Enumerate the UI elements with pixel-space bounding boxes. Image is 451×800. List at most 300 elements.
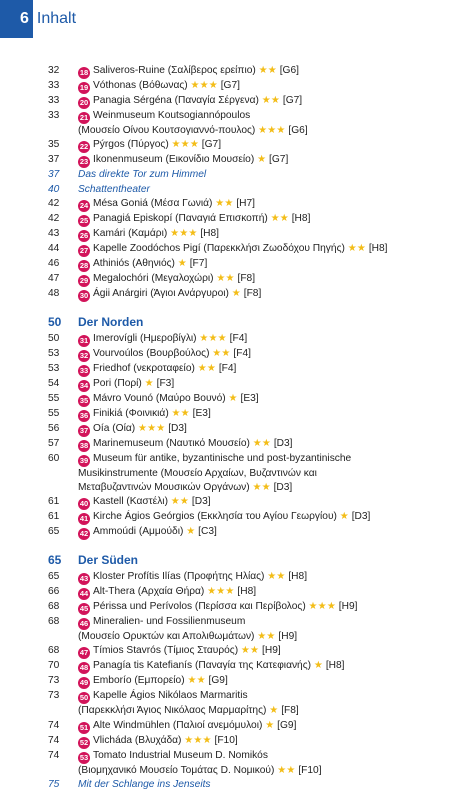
entry-text [78,242,448,257]
entry-name: Mésa Goniá (Μέσα Γωνιά) [93,198,213,210]
entry-name: Weinmuseum Koutsogiannópoulos [93,110,251,121]
map-grid-ref: [H9] [335,600,358,612]
map-grid-ref: [F4] [216,362,237,374]
page-ref: 74 [48,749,60,761]
entry-text [78,94,448,109]
page-ref: 48 [48,288,60,300]
page-ref: 54 [48,377,60,389]
toc-row[interactable] [48,749,448,764]
sight-number-badge: 27 [79,246,89,256]
entry-name: Das direkte Tor zum Himmel [78,169,207,181]
toc-row[interactable] [48,138,448,153]
toc-row[interactable] [48,109,448,124]
page-ref: 65 [48,526,60,538]
map-grid-ref: [F8] [234,273,256,285]
entry-name: Kirche Ágios Geórgios (Εκκλησία του Αγίου Γεωργίου) [93,511,337,523]
map-grid-ref: [H9] [275,630,298,642]
map-grid-ref: [F10] [295,764,322,776]
page-ref: 73 [48,675,60,687]
page-ref: 33 [48,95,60,106]
sight-number-badge: 23 [79,157,89,167]
entry-text [78,704,448,718]
entry-text [78,79,448,94]
sight-number-badge: 38 [79,440,89,450]
entry-text [78,168,448,182]
map-grid-ref: [H9] [259,645,281,657]
rating-stars: ★★★ [255,125,286,136]
page-ref [48,704,78,718]
entry-name: Kapelle Zoodóchos Pigí (Παρεκκλήσι Ζωοδόχου Πηγής) [93,243,345,255]
toc-row[interactable] [48,704,448,718]
entry-name: Friedhof (νεκροταφείο) [93,362,195,374]
page-ref: 44 [48,243,60,255]
entry-name: Ikonenmuseum (Εικονίδιο Μουσείο) [93,154,255,166]
entry-name: (Μουσείο Οίνου Κουτσογιαννό-πουλος) [78,125,256,136]
toc-row[interactable] [48,600,448,615]
toc-row[interactable] [48,734,448,749]
entry-text [78,552,448,569]
map-grid-ref: [G6] [276,65,299,76]
page-ref [48,481,78,495]
rating-stars: ★★ [255,65,277,76]
entry-name: Μεταβυζαντινών Μουσικών Οργάνων) [78,482,250,494]
sight-number-badge: 26 [79,231,89,241]
rating-stars: ★★ [168,407,190,419]
map-grid-ref: [D3] [270,482,293,494]
rating-stars: ★★ [212,198,234,210]
entry-text [78,749,448,764]
entry-text [78,689,448,704]
section-gap [48,540,448,552]
rating-stars: ★ [254,154,267,166]
page-ref: 66 [48,585,60,597]
sight-number-badge: 24 [79,201,89,211]
map-grid-ref: [G9] [205,675,228,687]
entry-name: Mit der Schlange ins Jenseits [78,779,211,791]
rating-stars: ★ [174,258,187,270]
entry-name: Marinemuseum (Ναυτικό Μουσείο) [93,437,250,449]
sight-number-badge: 50 [79,693,89,703]
map-grid-ref: [H7] [233,198,256,210]
map-grid-ref: [H8] [365,243,388,255]
toc-row[interactable] [48,615,448,630]
entry-text [78,197,448,212]
toc-row[interactable] [48,362,448,377]
toc-row[interactable] [48,510,448,525]
rating-stars: ★★★ [196,332,227,344]
toc-row[interactable] [48,674,448,689]
page-ref: 55 [48,392,60,404]
map-grid-ref: [H8] [234,585,257,597]
entry-text [78,481,448,495]
entry-name: Emborío (Εμπορείο) [93,675,185,687]
map-grid-ref: [H8] [197,228,220,240]
page-ref: 68 [48,615,60,627]
rating-stars: ★★ [264,570,286,582]
toc-row[interactable] [48,242,448,257]
entry-text [78,407,448,422]
entry-text [78,212,448,227]
sight-number-badge: 31 [79,335,89,345]
map-grid-ref: [D3] [348,511,371,523]
map-grid-ref: [D3] [270,437,293,449]
entry-name: Imerovígli (Ημεροβίγλι) [93,332,197,344]
entry-name: Kloster Profítis Ilías (Προφήτης Ηλίας) [93,570,265,582]
entry-text [78,764,448,778]
toc-row[interactable] [48,287,448,302]
toc-row[interactable] [48,585,448,600]
sight-number-badge: 20 [79,98,89,107]
rating-stars: ★★ [274,764,296,776]
page-ref: 50 [48,332,60,344]
page-ref [48,467,78,481]
sight-number-badge: 44 [79,588,89,598]
entry-text [78,585,448,600]
entry-text [78,437,448,452]
map-grid-ref: [G7] [198,139,222,151]
sight-number-badge: 35 [79,395,89,405]
sight-number-badge: 52 [79,737,89,747]
sight-number-badge: 21 [79,113,89,122]
entry-text [78,227,448,242]
page-ref: 47 [48,273,60,285]
entry-name: Alt-Thera (Αρχαία Θήρα) [93,585,205,597]
map-grid-ref: [G7] [280,95,303,106]
sight-number-badge: 51 [79,722,89,732]
sight-number-badge: 39 [79,455,89,465]
page-ref [48,764,78,778]
toc-row[interactable] [48,227,448,242]
map-grid-ref: [H8] [288,213,311,225]
toc-row[interactable] [48,407,448,422]
map-grid-ref: [E3] [237,392,259,404]
page-ref: 60 [48,452,60,464]
sight-number-badge: 19 [79,83,89,92]
toc-row[interactable] [48,272,448,287]
entry-name: Megalochóri (Μεγαλοχώρι) [93,273,214,285]
toc-row[interactable] [48,79,448,94]
page-ref: 65 [48,553,62,568]
map-grid-ref: [G9] [274,719,297,731]
page-ref: 73 [48,690,60,702]
entry-name: (Μουσείο Ορυκτών και Απολιθωμάτων) [78,630,255,642]
entry-text [78,153,448,168]
toc-row[interactable] [48,212,448,227]
rating-stars: ★ [336,511,349,523]
toc-row[interactable] [48,347,448,362]
entry-text [78,314,448,331]
sight-number-badge: 48 [79,663,89,673]
sight-number-badge: 32 [79,350,89,360]
rating-stars: ★ [183,526,196,538]
toc-row[interactable] [48,392,448,407]
entry-name: Panagía tis Katefianís (Παναγία της Κατεφιανής) [93,660,312,672]
page-ref: 32 [48,65,60,76]
rating-stars: ★★ [254,630,276,642]
map-grid-ref: [F7] [186,258,208,270]
entry-name: (Βιομηχανικό Μουσείο Τομάτας D. Νομικού) [78,764,275,776]
map-grid-ref: [D3] [189,496,211,508]
page-ref: 55 [48,407,60,419]
entry-text [78,287,448,302]
page-ref: 43 [48,228,60,240]
page-ref: 74 [48,719,60,731]
toc-row[interactable] [48,570,448,585]
page-ref: 61 [48,511,60,523]
toc-row[interactable] [48,183,448,197]
page-ref: 37 [48,169,60,181]
map-grid-ref: [F4] [230,347,251,359]
entry-text [78,734,448,749]
page-ref: 68 [48,600,60,612]
sight-number-badge: 49 [79,678,89,688]
toc-row[interactable] [48,495,448,510]
toc-row[interactable] [48,467,448,481]
sight-number-badge: 40 [79,499,89,509]
sight-number-badge: 45 [79,603,89,613]
entry-text [78,109,448,124]
rating-stars: ★★ [184,675,206,687]
table-of-contents [48,64,448,792]
entry-text [78,467,448,481]
toc-row[interactable] [48,659,448,674]
toc-row[interactable] [48,481,448,495]
rating-stars: ★★ [194,362,216,374]
entry-text [78,525,448,540]
sight-number-badge: 22 [79,142,89,152]
section-heading-row[interactable] [48,552,448,569]
entry-name: Panagiá Episkopí (Παναγιά Επισκοπή) [93,213,268,225]
rating-stars: ★★ [209,347,231,359]
page-ref: 70 [48,660,60,672]
rating-stars: ★ [266,705,279,717]
page-ref: 33 [48,110,60,121]
entry-text [78,452,448,467]
entry-text [78,377,448,392]
toc-row[interactable] [48,630,448,644]
entry-name: Vlicháda (Βλυχάδα) [93,734,182,746]
section-gap [48,302,448,314]
toc-row[interactable] [48,94,448,109]
sight-number-badge: 46 [79,618,89,628]
page-ref: 42 [48,198,60,210]
rating-stars: ★ [141,377,154,389]
page-ref: 40 [48,183,60,195]
page-title: Inhalt [36,10,77,27]
map-grid-ref: [G7] [217,80,240,91]
rating-stars: ★★★ [168,139,199,151]
entry-text [78,510,448,525]
toc-row[interactable] [48,64,448,79]
entry-name: Alte Windmühlen (Παλιοί ανεμόμυλοι) [93,719,263,731]
entry-text [78,124,448,138]
page-ref: 65 [48,570,60,582]
entry-text [78,644,448,659]
map-grid-ref: [C3] [195,526,217,538]
page-ref: 74 [48,734,60,746]
rating-stars: ★ [225,392,238,404]
entry-name: Museum für antike, byzantinische und post-byzantinische [93,452,352,464]
sight-number-badge: 28 [79,261,89,271]
page-ref: 33 [48,80,60,91]
section-title: Der Norden [78,315,144,330]
sight-number-badge: 29 [79,276,89,286]
toc-row[interactable] [48,257,448,272]
page-ref [48,124,78,138]
sight-number-badge: 25 [79,216,89,226]
toc-row[interactable] [48,689,448,704]
sight-number-badge: 47 [79,648,89,658]
entry-text [78,674,448,689]
entry-text [78,347,448,362]
entry-name: Ammoúdi (Αμμούδι) [93,526,184,538]
page-ref: 75 [48,779,60,791]
entry-name: Tímios Stavrós (Τίμιος Σταυρός) [93,645,239,657]
entry-name: Vourvoúlos (Βουρβούλος) [93,347,210,359]
map-grid-ref: [G7] [266,154,289,166]
rating-stars: ★★★ [135,422,166,434]
sight-number-badge: 53 [79,752,89,762]
entry-name: Mávro Vounó (Μαύρο Βουνό) [93,392,226,404]
entry-name: Kapelle Ágios Nikólaos Marmaritis [93,690,248,702]
entry-name: Tomato Industrial Museum D. Nomikós [93,749,268,761]
page-ref: 53 [48,362,60,374]
page-ref: 53 [48,347,60,359]
page-ref: 37 [48,154,60,166]
rating-stars: ★★ [167,496,190,508]
page-ref: 61 [48,496,60,508]
rating-stars: ★★ [258,95,281,106]
toc-row[interactable] [48,437,448,452]
sight-number-badge: 42 [79,529,89,539]
rating-stars: ★★ [238,645,260,657]
sight-number-badge: 34 [79,380,89,390]
sight-number-badge: 43 [79,573,89,583]
entry-name: Pýrgos (Πύργος) [93,139,169,151]
page-header [0,0,76,38]
entry-name: Kamári (Καμάρι) [93,228,168,240]
map-grid-ref: [E3] [189,407,211,419]
sight-number-badge: 30 [79,291,89,301]
map-grid-ref: [F8] [240,288,262,300]
rating-stars: ★★ [267,213,289,225]
entry-text [78,630,448,644]
page-ref: 46 [48,258,60,270]
sight-number-badge: 36 [79,410,89,420]
map-grid-ref: [F3] [153,377,175,389]
entry-name: Périssa und Perívolos (Περίσσα και Περίβολος) [93,600,306,612]
page-ref [48,630,78,644]
rating-stars: ★ [262,719,275,731]
entry-name: (Παρεκκλήσι Άγιος Νικόλαος Μαρμαρίτης) [78,705,267,717]
sight-number-badge: 37 [79,425,89,435]
entry-name: Saliveros-Ruine (Σαλίβερος ερείπιο) [93,65,256,76]
entry-name: Mineralien- und Fossilienmuseum [93,615,246,627]
sight-number-badge: 33 [79,365,89,375]
rating-stars: ★★ [213,273,235,285]
map-grid-ref: [H8] [285,570,308,582]
map-grid-ref: [F10] [211,734,238,746]
toc-row[interactable] [48,764,448,778]
page-number: 6 [0,0,33,38]
page-ref: 68 [48,645,60,657]
map-grid-ref: [F8] [278,705,299,717]
entry-text [78,257,448,272]
entry-text [78,272,448,287]
toc-row[interactable] [48,332,448,347]
map-grid-ref: [D3] [165,422,187,434]
entry-text [78,362,448,377]
toc-row[interactable] [48,644,448,659]
toc-row[interactable] [48,422,448,437]
rating-stars: ★★★ [187,80,218,91]
entry-name: Musikinstrumente (Μουσείο Αρχαίων, Βυζαντινών και [78,467,317,479]
entry-name: Kastell (Καστέλι) [93,496,168,508]
page-ref: 42 [48,213,60,225]
entry-text [78,778,448,792]
section-title: Der Süden [78,553,139,568]
entry-text [78,570,448,585]
section-heading-row[interactable] [48,314,448,331]
page-ref: 57 [48,437,60,449]
entry-text [78,615,448,630]
entry-name: Ágii Anárgiri (Άγιοι Ανάργυροι) [93,288,229,300]
entry-name: Pori (Πορί) [93,377,142,389]
rating-stars: ★★★ [167,228,198,240]
toc-row[interactable] [48,525,448,540]
entry-text [78,422,448,437]
rating-stars: ★★ [344,243,366,255]
entry-text [78,719,448,734]
entry-text [78,64,448,79]
entry-text [78,183,448,197]
rating-stars: ★ [311,660,323,672]
rating-stars: ★★★ [305,600,336,612]
entry-name: Schattentheater [78,183,150,195]
toc-row[interactable] [48,197,448,212]
entry-text [78,659,448,674]
entry-name: Finikiá (Φοινικιά) [93,407,169,419]
map-grid-ref: [G6] [285,125,308,136]
entry-text [78,392,448,407]
page-ref: 56 [48,422,60,434]
entry-text [78,495,448,510]
toc-row[interactable] [48,153,448,168]
toc-row[interactable] [48,377,448,392]
entry-text [78,600,448,615]
rating-stars: ★ [228,288,241,300]
rating-stars: ★★ [249,482,271,494]
entry-name: Panagia Sérgéna (Παναγία Σέργενα) [93,95,259,106]
toc-row[interactable] [48,778,448,792]
sight-number-badge: 41 [79,514,89,524]
map-grid-ref: [F4] [226,332,248,344]
page-ref: 50 [48,315,62,330]
toc-row[interactable] [48,168,448,182]
entry-name: Oía (Οία) [93,422,136,434]
toc-row[interactable] [48,719,448,734]
rating-stars: ★★★ [204,585,235,597]
entry-text [78,332,448,347]
entry-name: Vóthonas (Βόθωνας) [93,80,188,91]
toc-row[interactable] [48,124,448,138]
rating-stars: ★★★ [181,734,212,746]
map-grid-ref: [H8] [323,660,345,672]
entry-text [78,138,448,153]
page-ref: 35 [48,139,60,151]
toc-row[interactable] [48,452,448,467]
entry-name: Athiniós (Αθηνιός) [93,258,175,270]
